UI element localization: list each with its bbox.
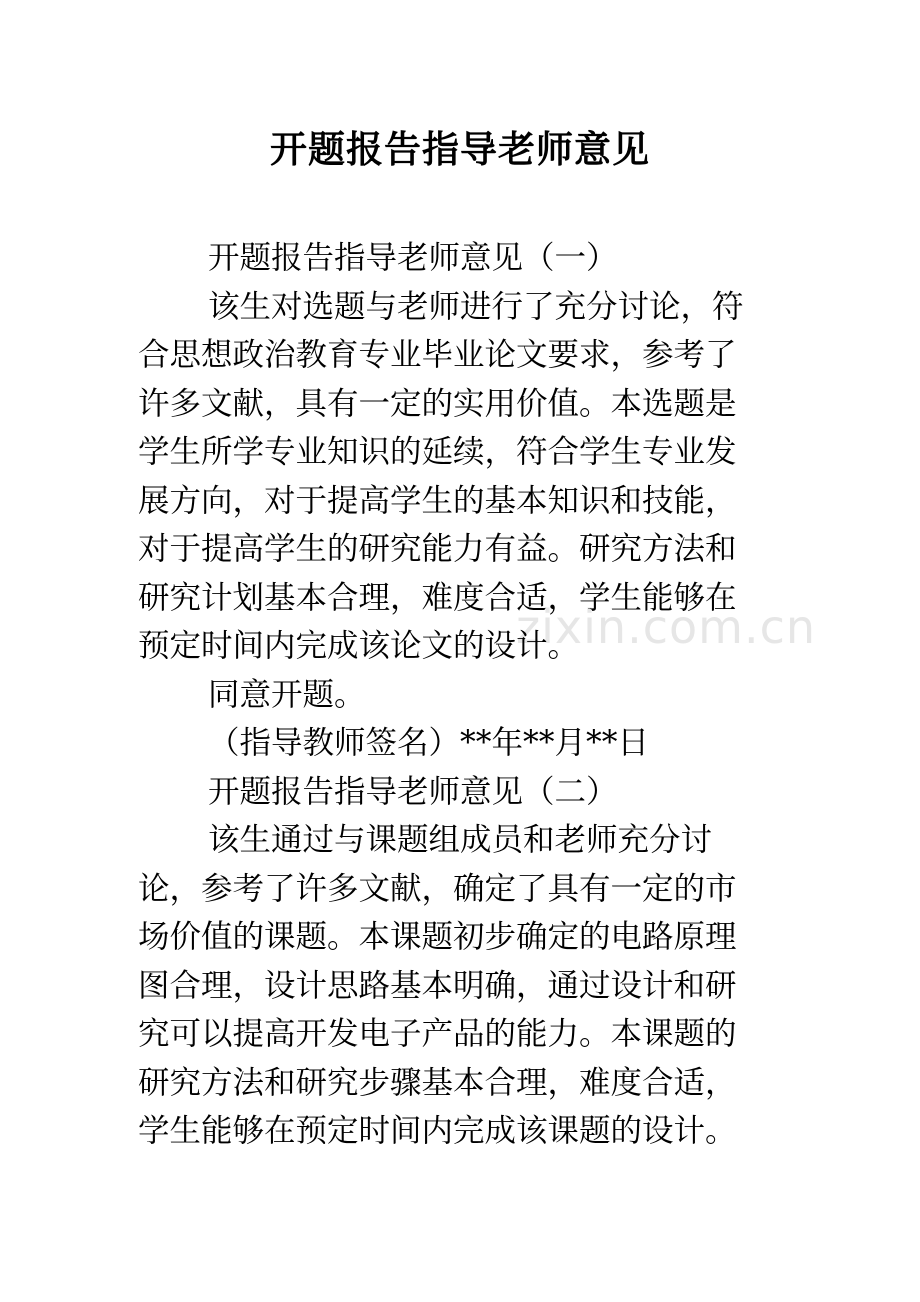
section2-line: 场价值的课题。本课题初步确定的电路原理: [138, 919, 737, 955]
document-title: 开题报告指导老师意见: [270, 127, 650, 171]
section1-line: 预定时间内完成该论文的设计。: [138, 628, 580, 664]
watermark-text: zixin.com.cn: [516, 600, 817, 654]
document-body: [138, 234, 794, 1156]
section2-line: 论，参考了许多文献，确定了具有一定的市: [138, 870, 737, 907]
section1-line: 展方向，对于提高学生的基本知识和技能，: [138, 482, 737, 519]
section1-line: 许多文献，具有一定的实用价值。本选题是: [138, 385, 737, 422]
section2-line: 究可以提高开发电子产品的能力。本课题的: [138, 1016, 737, 1052]
section1-paragraph: [138, 283, 794, 671]
section2-heading: 开题报告指导老师意见（二）: [208, 773, 618, 810]
agree-statement: 同意开题。: [208, 676, 366, 713]
section1-line: 合思想政治教育专业毕业论文要求，参考了: [138, 337, 737, 373]
signature-line: （指导教师签名）**年**月**日: [208, 725, 650, 761]
section1-line: 该生对选题与老师进行了充分讨论，符: [208, 288, 744, 325]
section2-line: 学生能够在预定时间内完成该课题的设计。: [138, 1113, 737, 1149]
section2-paragraph: [138, 816, 794, 1156]
section1-line: 学生所学专业知识的延续，符合学生专业发: [138, 434, 737, 470]
section2-line: 研究方法和研究步骤基本合理，难度合适，: [138, 1064, 737, 1101]
section2-line: 该生通过与课题组成员和老师充分讨: [208, 822, 713, 858]
section1-line: 研究计划基本合理，难度合适，学生能够在: [138, 579, 737, 616]
section2-line: 图合理，设计思路基本明确，通过设计和研: [138, 967, 737, 1004]
section1-heading: 开题报告指导老师意见（一）: [208, 240, 618, 276]
section1-line: 对于提高学生的研究能力有益。研究方法和: [138, 531, 737, 567]
